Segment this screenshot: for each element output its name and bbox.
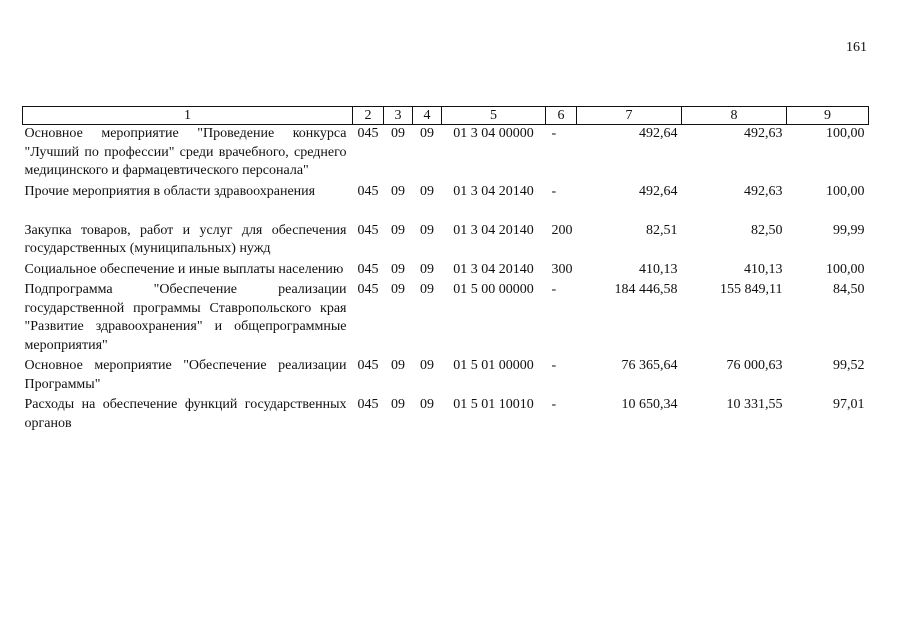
row-col-4: 09 [420,222,434,238]
row-col-4: 09 [420,358,434,373]
row-col-9: 99,99 [833,222,865,238]
page-number: 161 [846,40,867,55]
row-col-6: - [551,183,557,199]
row-col-8: 410,13 [744,261,783,277]
row-col-8: 492,63 [744,126,783,141]
header-col-6: 6 [546,107,577,125]
table-row [23,125,869,183]
row-name: Подпрограмма "Обеспечение реализации государственной программы Ставропольского края "Развитие здравоохранения" и общепрограммные мероприятия" [24,282,347,353]
row-col-9: 97,01 [833,397,865,412]
table-row [23,222,869,261]
row-name: Основное мероприятие "Обеспечение реализации Программы" [24,358,347,392]
row-col-6: - [551,126,557,141]
row-col-8: 82,50 [751,222,783,238]
row-col-2: 045 [357,282,379,297]
row-col-2: 045 [357,183,379,199]
row-col-6: 200 [551,222,573,238]
row-col-3: 09 [391,397,405,412]
row-col-7: 410,13 [639,261,678,277]
row-name: Социальное обеспечение и иные выплаты населению [24,261,344,277]
row-col-9: 100,00 [826,261,865,277]
row-col-7: 10 650,34 [621,397,678,412]
row-col-5: 01 5 01 00000 [453,358,534,373]
row-col-3: 09 [391,261,405,277]
row-col-5: 01 3 04 20140 [453,183,534,199]
row-col-6: 300 [551,261,573,277]
row-name: Основное мероприятие "Проведение конкурса "Лучший по профессии" среди врачебного, среднего медицинского и фармацевтического персонала" [24,126,347,178]
table-row [23,261,869,282]
row-col-8: 10 331,55 [726,397,783,412]
row-col-2: 045 [357,397,379,412]
row-col-6: - [551,397,557,412]
header-col-4: 4 [413,107,442,125]
row-col-9: 100,00 [826,183,865,199]
header-col-1: 1 [23,107,353,125]
row-col-9: 100,00 [826,126,865,141]
row-col-6: - [551,358,557,373]
table-row [23,281,869,357]
row-col-7: 76 365,64 [621,358,678,373]
row-col-7: 82,51 [646,222,678,238]
row-col-5: 01 5 00 00000 [453,282,534,297]
row-name: Расходы на обеспечение функций государственных органов [24,397,347,431]
header-col-5: 5 [442,107,546,125]
row-col-2: 045 [357,126,379,141]
table-row [23,396,869,433]
header-col-2: 2 [353,107,384,125]
budget-table [22,106,869,433]
row-col-2: 045 [357,358,379,373]
row-col-4: 09 [420,261,434,277]
row-col-3: 09 [391,358,405,373]
row-col-3: 09 [391,126,405,141]
row-col-8: 155 849,11 [720,282,783,297]
row-col-4: 09 [420,183,434,199]
row-col-4: 09 [420,126,434,141]
row-col-7: 184 446,58 [614,282,678,297]
row-col-3: 09 [391,222,405,238]
header-col-7: 7 [577,107,682,125]
table-header-row [23,107,869,125]
row-col-5: 01 3 04 00000 [453,126,534,141]
header-col-9: 9 [787,107,869,125]
row-col-5: 01 3 04 20140 [453,222,534,238]
row-name: Закупка товаров, работ и услуг для обеспечения государственных (муниципальных) нужд [24,222,347,256]
row-col-9: 84,50 [833,282,865,297]
row-col-7: 492,64 [639,183,678,199]
row-col-8: 492,63 [744,183,783,199]
row-col-8: 76 000,63 [726,358,783,373]
table-row [23,357,869,396]
row-col-3: 09 [391,183,405,199]
row-col-9: 99,52 [833,358,865,373]
row-col-2: 045 [357,261,379,277]
header-col-3: 3 [384,107,413,125]
row-col-4: 09 [420,397,434,412]
row-col-3: 09 [391,282,405,297]
header-col-8: 8 [682,107,787,125]
row-col-6: - [551,282,557,297]
row-col-5: 01 5 01 10010 [453,397,534,412]
table-row [23,183,869,222]
row-name: Прочие мероприятия в области здравоохранения [24,183,316,199]
row-col-4: 09 [420,282,434,297]
row-col-7: 492,64 [639,126,678,141]
row-col-5: 01 3 04 20140 [453,261,534,277]
row-col-2: 045 [357,222,379,238]
